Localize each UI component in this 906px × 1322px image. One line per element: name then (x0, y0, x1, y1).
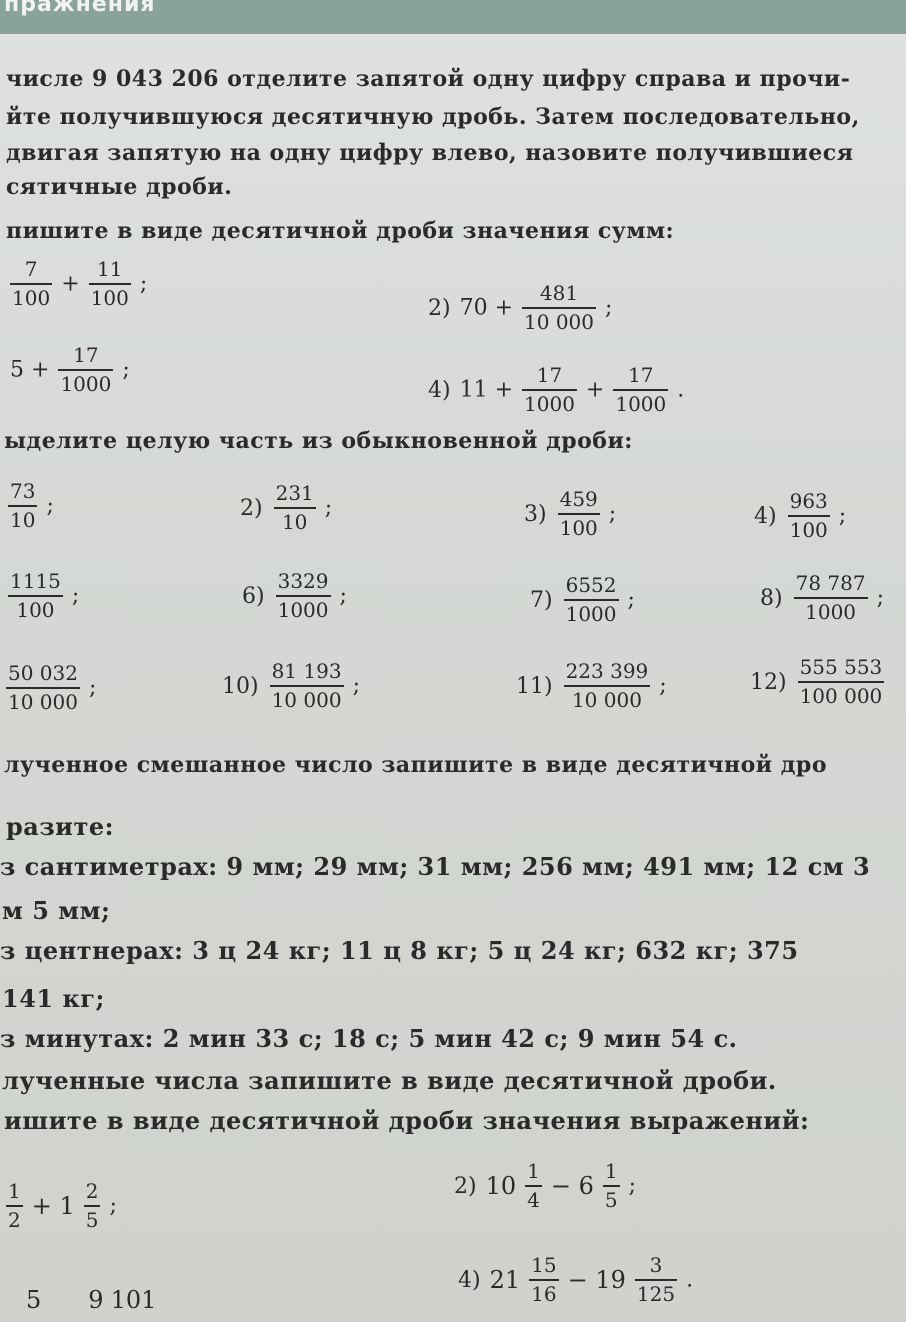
fraction: $\frac{6552}{1000}$ (565, 573, 617, 626)
fraction: $\frac{3}{125}$ (636, 1253, 676, 1306)
fraction: $\frac{3329}{1000}$ (277, 569, 329, 622)
exercise3-item-12: 12) $\frac{555 553}{100 000}$ (750, 655, 883, 708)
section-header-title: пражнения (4, 0, 156, 17)
exercise3-instruction: ыделите целую часть из обыкновенной дроби: (4, 428, 633, 454)
exercise3-item-2: 2) $\frac{231}{10}$ ; (240, 481, 333, 534)
exercise3-item-10: 10) $\frac{81 193}{10 000}$ ; (222, 659, 360, 712)
fraction: $\frac{17}{1000}$ (60, 343, 112, 396)
fraction: $\frac{1}{5}$ (604, 1159, 618, 1212)
fraction: $\frac{15}{16}$ (531, 1253, 557, 1306)
fraction: $\frac{73}{10}$ (10, 479, 36, 532)
fraction: $\frac{231}{10}$ (275, 481, 314, 534)
exercise3-item-7: 7) $\frac{6552}{1000}$ ; (530, 573, 635, 626)
exercise2-item-1: $\frac{7}{100}$ + $\frac{11}{100}$ ; (12, 257, 148, 310)
exercise4-line-1: разите: (6, 812, 114, 841)
fraction: $\frac{555 553}{100 000}$ (799, 655, 883, 708)
fraction: $\frac{481}{10 000}$ (524, 281, 594, 334)
fraction: $\frac{50 032}{10 000}$ (8, 661, 78, 714)
exercise3-item-3: 3) $\frac{459}{100}$ ; (524, 487, 617, 540)
exercise3-item-1: $\frac{73}{10}$ ; (10, 479, 54, 532)
exercise3-note: лученное смешанное число запишите в виде десятичной дро (4, 752, 827, 778)
exercise4-line-3: м 5 мм; (2, 896, 111, 925)
exercise4-line-7: лученные числа запишите в виде десятичной дроби. (2, 1066, 777, 1095)
exercise1-line-4: сятичные дроби. (6, 174, 233, 200)
exercise2-item-3: 5 + $\frac{17}{1000}$ ; (10, 343, 130, 396)
exercise3-item-4: 4) $\frac{963}{100}$ ; (754, 489, 847, 542)
exercise2-item-4: 4) 11 + $\frac{17}{1000}$ + $\frac{17}{1000}$ . (428, 363, 685, 416)
exercise1-line-3: двигая запятую на одну цифру влево, назовите получившиеся (6, 140, 854, 166)
exercise5-instruction: ишите в виде десятичной дроби значения выражений: (4, 1106, 810, 1135)
fraction: $\frac{7}{100}$ (12, 257, 51, 310)
fraction: $\frac{17}{1000}$ (524, 363, 575, 416)
exercise1-line-1: числе 9 043 206 отделите запятой одну цифру справа и прочи- (6, 66, 851, 92)
fraction: $\frac{963}{100}$ (789, 489, 828, 542)
fraction: $\frac{81 193}{10 000}$ (271, 659, 342, 712)
fraction: $\frac{2}{5}$ (85, 1179, 99, 1232)
exercise3-item-8: 8) $\frac{78 787}{1000}$ ; (760, 571, 884, 624)
exercise5-item-4: 4) 21 $\frac{15}{16}$ − 19 $\frac{3}{125}$ . (458, 1253, 694, 1306)
fraction: $\frac{223 399}{10 000}$ (565, 659, 649, 712)
fraction: $\frac{1}{2}$ (8, 1179, 21, 1232)
fraction: $\frac{11}{100}$ (90, 257, 129, 310)
fraction: $\frac{1115}{100}$ (10, 569, 61, 622)
fraction: $\frac{17}{1000}$ (615, 363, 667, 416)
fraction: $\frac{78 787}{1000}$ (795, 571, 866, 624)
exercise5-item-3: 5 9 101 (26, 1286, 157, 1314)
exercise5-item-2: 2) 10 $\frac{1}{4}$ − 6 $\frac{1}{5}$ ; (454, 1159, 637, 1212)
exercise3-item-6: 6) $\frac{3329}{1000}$ ; (242, 569, 347, 622)
fraction: $\frac{459}{100}$ (559, 487, 598, 540)
exercise4-line-4: з центнерах: 3 ц 24 кг; 11 ц 8 кг; 5 ц 24 кг; 632 кг; 375 (0, 936, 799, 965)
exercise3-item-5: $\frac{1115}{100}$ ; (10, 569, 80, 622)
exercise2-instruction: пишите в виде десятичной дроби значения сумм: (6, 218, 675, 244)
exercise3-item-11: 11) $\frac{223 399}{10 000}$ ; (516, 659, 667, 712)
exercise4-line-6: з минутах: 2 мин 33 с; 18 с; 5 мин 42 с; 9 мин 54 с. (0, 1024, 738, 1053)
exercise3-item-9: $\frac{50 032}{10 000}$ ; (8, 661, 97, 714)
exercise4-line-2: з сантиметрах: 9 мм; 29 мм; 31 мм; 256 мм; 491 мм; 12 см 3 (0, 852, 871, 881)
exercise2-item-2: 2) 70 + $\frac{481}{10 000}$ ; (428, 281, 613, 334)
exercise4-line-5: 141 кг; (2, 984, 105, 1013)
exercise5-item-1: $\frac{1}{2}$ + 1 $\frac{2}{5}$ ; (8, 1179, 117, 1232)
fraction: $\frac{1}{4}$ (527, 1159, 540, 1212)
exercise1-line-2: йте получившуюся десятичную дробь. Затем последовательно, (6, 104, 860, 130)
